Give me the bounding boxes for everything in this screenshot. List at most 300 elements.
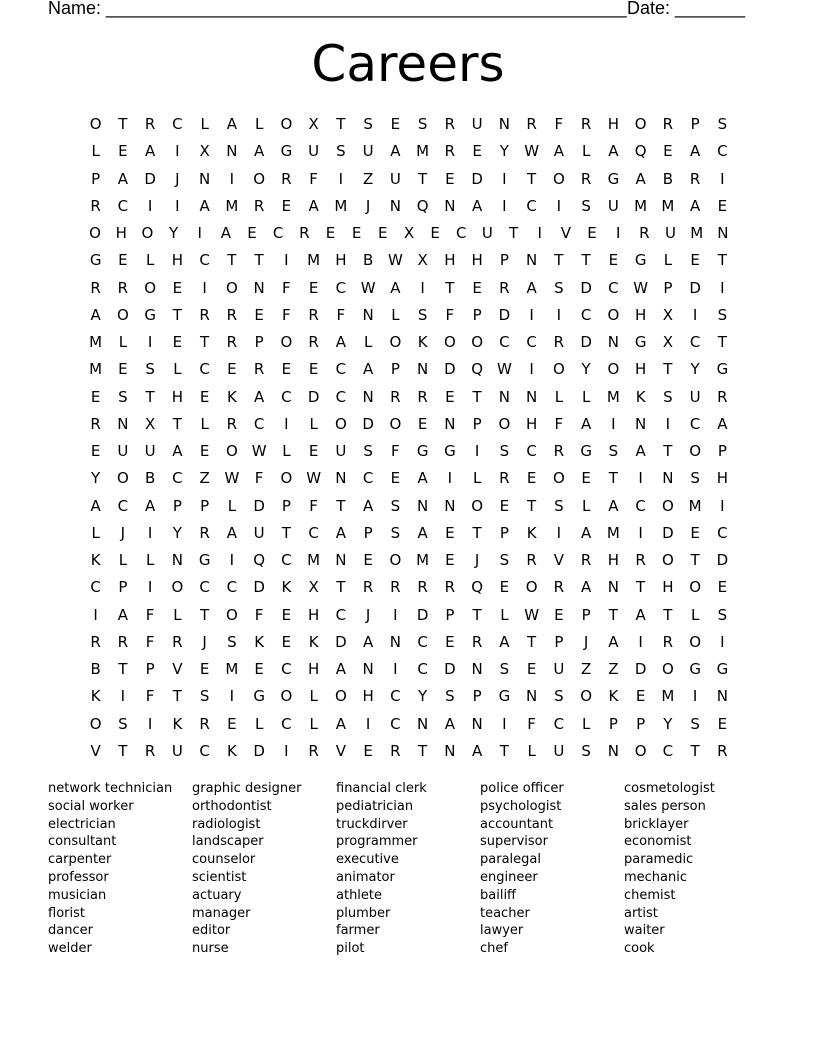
grid-letter: D	[662, 523, 674, 542]
grid-letter: T	[663, 360, 673, 379]
grid-letter: T	[717, 333, 727, 351]
grid-letter: E	[199, 660, 210, 678]
grid-row	[82, 415, 736, 442]
grid-letter: T	[690, 741, 700, 760]
grid-letter: A	[689, 142, 701, 161]
grid-letter: O	[552, 169, 565, 188]
grid-letter: P	[663, 278, 673, 297]
grid-letter: U	[144, 442, 156, 460]
grid-letter: S	[499, 442, 510, 460]
grid-letter: X	[308, 115, 319, 133]
grid-letter: N	[417, 714, 429, 733]
grid-letter: L	[91, 523, 100, 542]
grid-letter: R	[553, 578, 565, 597]
grid-letter: Q	[634, 142, 647, 161]
grid-letter: R	[281, 169, 292, 188]
grid-letter: L	[663, 251, 673, 270]
word-item: scientist	[192, 869, 247, 885]
grid-letter: A	[90, 305, 101, 324]
grid-letter: I	[556, 523, 562, 542]
grid-letter: N	[498, 115, 510, 133]
grid-letter: A	[635, 169, 646, 188]
grid-letter: T	[663, 442, 673, 460]
grid-letter: S	[118, 714, 128, 733]
grid-letter: L	[309, 687, 318, 706]
grid-letter: O	[689, 442, 702, 460]
grid-row	[82, 306, 736, 333]
grid-letter: T	[608, 469, 618, 488]
grid-letter: T	[172, 305, 182, 324]
grid-row	[82, 279, 736, 306]
grid-letter: C	[635, 496, 646, 515]
grid-letter: R	[144, 115, 156, 133]
grid-letter: O	[280, 333, 293, 351]
grid-letter: O	[580, 687, 593, 706]
grid-letter: N	[335, 469, 347, 488]
grid-letter: O	[634, 741, 647, 760]
grid-letter: I	[611, 414, 616, 433]
grid-letter: S	[417, 305, 428, 324]
grid-letter: E	[445, 169, 455, 188]
grid-letter: E	[172, 333, 183, 351]
grid-letter: T	[472, 523, 482, 542]
grid-letter: N	[417, 360, 429, 379]
grid-letter: S	[717, 115, 728, 133]
grid-letter: O	[689, 578, 702, 597]
grid-letter: S	[145, 360, 155, 379]
grid-letter: I	[284, 251, 289, 270]
grid-letter: C	[390, 714, 401, 733]
grid-letter: A	[362, 632, 374, 651]
word-item: mechanic	[624, 869, 688, 885]
grid-letter: H	[115, 224, 127, 242]
grid-letter: A	[580, 578, 592, 597]
grid-letter: R	[199, 523, 210, 542]
grid-letter: I	[147, 714, 153, 733]
grid-letter: S	[663, 387, 673, 406]
grid-letter: F	[391, 442, 400, 460]
word-column	[480, 780, 624, 958]
grid-letter: D	[253, 741, 265, 760]
grid-letter: E	[90, 387, 101, 406]
word-column	[48, 780, 192, 958]
grid-letter: E	[663, 142, 673, 161]
word-column	[624, 780, 768, 958]
grid-letter: D	[716, 551, 729, 569]
grid-letter: E	[581, 469, 591, 488]
grid-letter: I	[474, 442, 480, 460]
grid-letter: O	[280, 115, 293, 133]
grid-letter: C	[253, 414, 265, 433]
grid-letter: O	[89, 714, 102, 733]
grid-letter: A	[417, 523, 428, 542]
grid-letter: A	[635, 442, 646, 460]
grid-letter: I	[720, 169, 725, 188]
grid-letter: N	[498, 387, 510, 406]
grid-letter: G	[580, 442, 592, 460]
grid-letter: M	[661, 196, 675, 215]
grid-letter: R	[90, 632, 101, 651]
grid-letter: R	[553, 442, 565, 460]
word-item: farmer	[336, 923, 380, 939]
grid-letter: E	[247, 224, 257, 242]
grid-letter: Z	[362, 169, 374, 188]
grid-letter: T	[172, 414, 182, 433]
grid-letter: C	[526, 196, 537, 215]
grid-letter: N	[444, 496, 456, 515]
grid-letter: P	[91, 169, 101, 188]
grid-letter: S	[390, 523, 401, 542]
grid-letter: G	[198, 551, 211, 569]
grid-letter: M	[89, 360, 103, 379]
grid-letter: U	[471, 115, 483, 133]
grid-letter: A	[608, 632, 619, 651]
grid-letter: W	[306, 469, 322, 488]
word-item: musician	[48, 887, 107, 903]
grid-letter: A	[226, 523, 237, 542]
word-item: consultant	[48, 834, 117, 850]
grid-row	[82, 606, 736, 633]
grid-letter: Q	[471, 360, 484, 379]
grid-letter: R	[226, 305, 238, 324]
grid-letter: K	[308, 632, 319, 651]
grid-letter: R	[717, 741, 728, 760]
grid-letter: O	[334, 687, 347, 706]
grid-letter: V	[335, 741, 346, 760]
grid-letter: A	[335, 714, 346, 733]
grid-letter: E	[351, 224, 362, 242]
grid-letter: I	[502, 196, 507, 215]
grid-letter: L	[173, 605, 182, 624]
grid-letter: C	[117, 496, 129, 515]
grid-letter: T	[200, 605, 210, 624]
grid-letter: P	[254, 333, 264, 351]
grid-letter: T	[118, 660, 128, 678]
grid-letter: T	[663, 605, 673, 624]
grid-letter: C	[553, 714, 565, 733]
grid-letter: R	[662, 632, 674, 651]
grid-letter: C	[172, 469, 183, 488]
grid-letter: O	[253, 169, 266, 188]
word-item: executive	[336, 852, 399, 868]
grid-letter: J	[583, 632, 589, 651]
grid-letter: P	[690, 115, 700, 133]
grid-letter: F	[145, 632, 155, 651]
grid-letter: W	[360, 278, 376, 297]
grid-letter: D	[471, 169, 483, 188]
grid-letter: N	[717, 224, 729, 242]
grid-letter: D	[580, 333, 592, 351]
grid-letter: E	[472, 142, 482, 161]
grid-letter: A	[526, 278, 537, 297]
grid-letter: L	[363, 333, 373, 351]
grid-letter: T	[636, 578, 646, 597]
grid-letter: S	[199, 687, 210, 706]
grid-letter: E	[472, 278, 482, 297]
grid-letter: O	[471, 496, 484, 515]
grid-letter: I	[147, 523, 153, 542]
grid-letter: O	[389, 414, 402, 433]
grid-letter: I	[537, 224, 542, 242]
grid-letter: J	[120, 523, 126, 542]
grid-letter: C	[281, 660, 292, 678]
word-item: supervisor	[480, 834, 548, 850]
grid-letter: K	[254, 632, 265, 651]
grid-letter: D	[253, 496, 265, 515]
grid-letter: E	[172, 278, 183, 297]
grid-letter: T	[227, 251, 237, 270]
word-item: carpenter	[48, 852, 112, 868]
grid-letter: C	[281, 551, 292, 569]
grid-letter: U	[689, 387, 701, 406]
grid-letter: A	[335, 660, 346, 678]
grid-letter: R	[308, 741, 319, 760]
grid-letter: Q	[253, 551, 266, 569]
grid-letter: M	[225, 660, 239, 678]
grid-letter: O	[471, 333, 484, 351]
grid-letter: N	[526, 251, 538, 270]
grid-letter: C	[456, 224, 467, 242]
grid-letter: U	[665, 224, 676, 242]
grid-letter: M	[225, 196, 239, 215]
grid-letter: C	[272, 224, 284, 242]
grid-letter: A	[608, 496, 619, 515]
grid-letter: C	[689, 414, 701, 433]
grid-letter: C	[689, 333, 701, 351]
grid-letter: R	[117, 278, 129, 297]
grid-letter: R	[90, 278, 101, 297]
grid-letter: P	[172, 496, 182, 515]
grid-letter: F	[336, 305, 346, 324]
grid-letter: E	[199, 387, 210, 406]
grid-letter: E	[281, 360, 292, 379]
grid-letter: I	[393, 660, 398, 678]
grid-letter: G	[144, 305, 156, 324]
grid-row	[82, 469, 736, 496]
grid-letter: P	[145, 660, 155, 678]
grid-letter: A	[444, 714, 455, 733]
grid-letter: X	[144, 414, 156, 433]
grid-letter: L	[309, 414, 318, 433]
grid-letter: A	[253, 142, 265, 161]
grid-letter: Z	[608, 660, 619, 678]
word-search-grid	[82, 115, 736, 769]
grid-letter: O	[89, 115, 102, 133]
grid-letter: W	[633, 278, 649, 297]
grid-letter: I	[638, 469, 643, 488]
grid-letter: T	[472, 605, 482, 624]
grid-letter: P	[581, 605, 591, 624]
grid-letter: I	[284, 414, 289, 433]
grid-letter: P	[363, 523, 373, 542]
word-item: chemist	[624, 887, 676, 903]
grid-letter: E	[690, 523, 700, 542]
grid-letter: I	[365, 714, 371, 733]
grid-letter: R	[308, 333, 319, 351]
grid-letter: L	[581, 496, 591, 515]
grid-row	[82, 142, 736, 169]
word-item: florist	[48, 905, 85, 921]
grid-letter: A	[390, 142, 401, 161]
grid-letter: L	[527, 741, 536, 760]
grid-letter: D	[444, 360, 456, 379]
grid-letter: O	[498, 414, 511, 433]
grid-letter: E	[499, 496, 510, 515]
grid-letter: V	[553, 551, 564, 569]
word-item: paramedic	[624, 852, 694, 868]
grid-letter: R	[471, 632, 483, 651]
grid-row	[82, 660, 736, 687]
grid-letter: S	[336, 142, 346, 161]
grid-letter: I	[147, 333, 153, 351]
word-list	[48, 780, 788, 958]
grid-letter: E	[717, 196, 728, 215]
grid-letter: S	[717, 305, 728, 324]
word-column	[336, 780, 480, 958]
grid-letter: L	[91, 142, 100, 161]
grid-letter: N	[226, 142, 238, 161]
grid-letter: O	[141, 224, 154, 242]
grid-letter: D	[362, 414, 374, 433]
grid-letter: K	[417, 333, 428, 351]
grid-letter: G	[253, 687, 265, 706]
grid-letter: I	[393, 605, 398, 624]
grid-letter: I	[502, 714, 507, 733]
grid-letter: T	[508, 224, 519, 242]
grid-letter: H	[171, 387, 184, 406]
grid-letter: G	[416, 442, 429, 460]
grid-row	[82, 715, 736, 742]
grid-letter: P	[636, 714, 646, 733]
grid-letter: N	[117, 414, 129, 433]
grid-letter: S	[554, 278, 564, 297]
grid-letter: O	[443, 333, 456, 351]
grid-letter: D	[689, 278, 701, 297]
word-item: counselor	[192, 852, 256, 868]
grid-letter: B	[144, 469, 156, 488]
grid-letter: Z	[199, 469, 210, 488]
grid-letter: H	[716, 469, 729, 488]
grid-letter: H	[525, 414, 538, 433]
grid-letter: M	[606, 523, 620, 542]
grid-letter: C	[199, 360, 210, 379]
word-item: waiter	[624, 923, 665, 939]
grid-row	[82, 115, 736, 142]
grid-letter: O	[661, 496, 674, 515]
grid-letter: L	[254, 115, 264, 133]
grid-letter: I	[556, 196, 562, 215]
grid-letter: E	[717, 578, 728, 597]
grid-letter: S	[390, 496, 401, 515]
grid-letter: R	[639, 224, 650, 242]
grid-letter: F	[309, 496, 318, 515]
grid-letter: C	[717, 142, 728, 161]
grid-letter: L	[173, 360, 182, 379]
grid-letter: A	[144, 142, 156, 161]
word-item: financial clerk	[336, 781, 427, 796]
grid-letter: O	[661, 660, 674, 678]
grid-letter: U	[607, 196, 619, 215]
grid-letter: R	[299, 224, 310, 242]
grid-letter: X	[417, 251, 428, 270]
grid-letter: E	[118, 251, 128, 270]
grid-letter: S	[554, 496, 564, 515]
grid-letter: E	[430, 224, 440, 242]
word-item: bailiff	[480, 887, 517, 903]
grid-letter: E	[526, 660, 537, 678]
grid-letter: E	[445, 387, 455, 406]
grid-letter: E	[199, 442, 210, 460]
grid-letter: Y	[91, 469, 101, 488]
grid-letter: D	[307, 387, 320, 406]
grid-letter: A	[717, 414, 728, 433]
grid-letter: R	[253, 196, 265, 215]
grid-letter: M	[334, 196, 348, 215]
grid-letter: E	[554, 605, 564, 624]
grid-letter: N	[417, 496, 429, 515]
grid-letter: L	[309, 714, 318, 733]
grid-letter: K	[226, 741, 237, 760]
grid-letter: C	[281, 387, 292, 406]
grid-row	[82, 388, 736, 415]
grid-letter: W	[387, 251, 403, 270]
grid-letter: L	[200, 414, 209, 433]
word-item: orthodontist	[192, 798, 272, 814]
word-item: teacher	[480, 905, 530, 921]
grid-letter: A	[471, 196, 483, 215]
grid-letter: Y	[168, 224, 179, 242]
grid-letter: N	[607, 578, 619, 597]
grid-letter: E	[308, 360, 319, 379]
grid-letter: E	[227, 714, 237, 733]
grid-letter: S	[363, 115, 373, 133]
grid-letter: V	[90, 741, 101, 760]
grid-letter: I	[529, 305, 534, 324]
grid-letter: R	[526, 551, 537, 569]
grid-letter: I	[229, 169, 235, 188]
grid-letter: U	[481, 224, 493, 242]
grid-letter: P	[608, 714, 618, 733]
grid-letter: E	[690, 251, 700, 270]
grid-letter: E	[445, 523, 455, 542]
grid-letter: W	[251, 442, 267, 460]
grid-letter: M	[690, 224, 704, 242]
word-column	[192, 780, 336, 958]
grid-letter: U	[553, 660, 565, 678]
grid-letter: L	[472, 469, 482, 488]
grid-letter: S	[227, 632, 237, 651]
grid-letter: Y	[690, 360, 700, 379]
grid-letter: U	[253, 523, 265, 542]
grid-letter: E	[390, 469, 401, 488]
grid-letter: U	[308, 142, 320, 161]
grid-letter: T	[172, 687, 182, 706]
grid-letter: Y	[663, 714, 673, 733]
grid-letter: E	[254, 305, 264, 324]
grid-letter: E	[608, 251, 619, 270]
grid-letter: S	[499, 660, 510, 678]
grid-letter: M	[416, 551, 430, 569]
grid-letter: R	[499, 469, 510, 488]
grid-letter: O	[389, 551, 402, 569]
grid-letter: H	[634, 305, 647, 324]
grid-letter: E	[254, 660, 264, 678]
grid-letter: A	[144, 496, 156, 515]
grid-letter: I	[720, 278, 725, 297]
grid-letter: C	[417, 632, 428, 651]
grid-letter: A	[580, 523, 592, 542]
grid-letter: X	[199, 142, 210, 161]
